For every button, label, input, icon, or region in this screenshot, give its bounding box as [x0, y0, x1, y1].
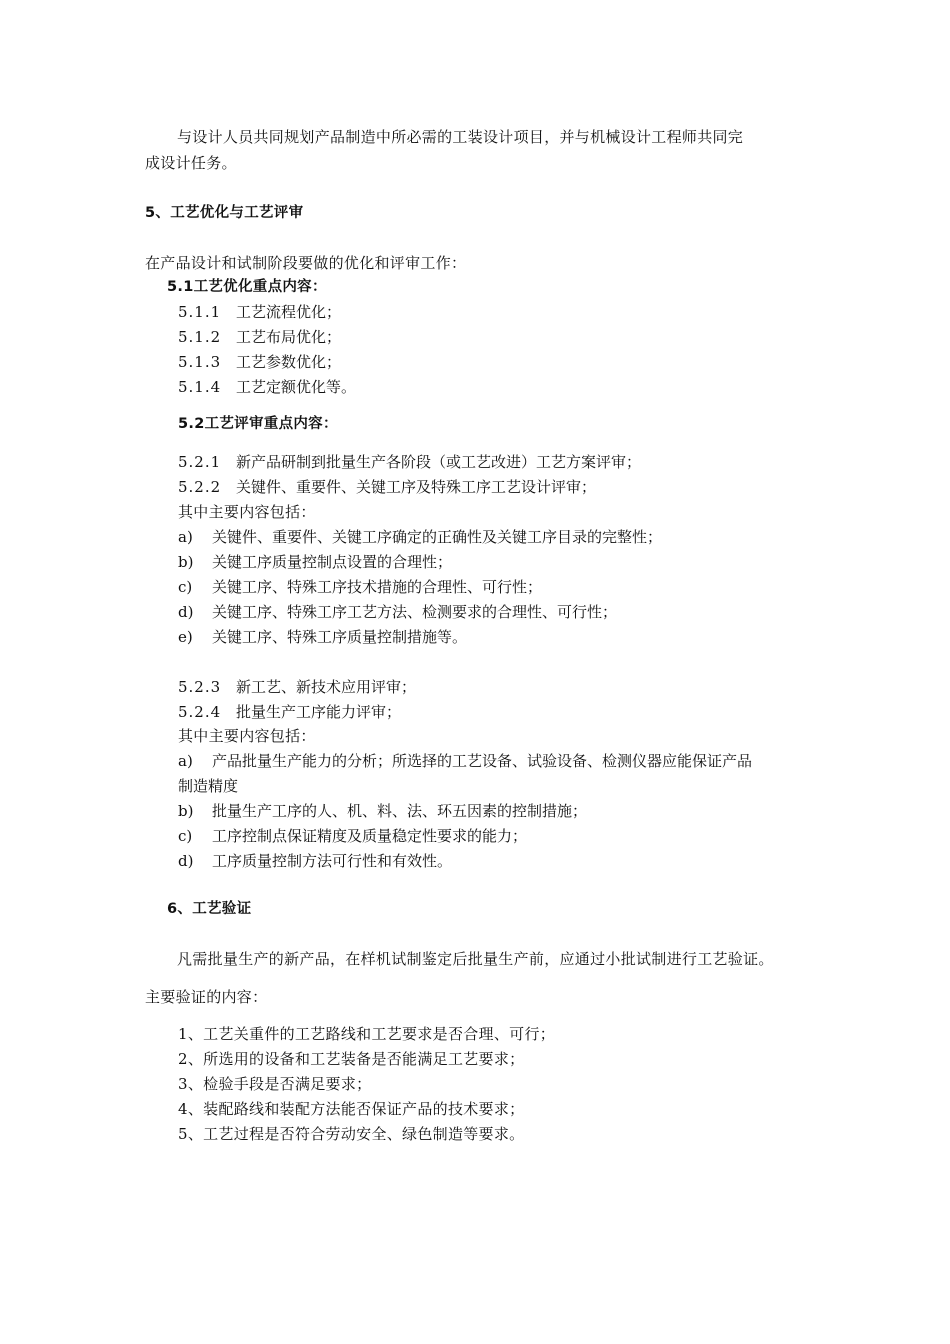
- item-marker: b): [178, 802, 194, 820]
- item-number: 5.2.3: [178, 678, 222, 696]
- section-6-lead: 主要验证的内容：: [145, 988, 268, 1006]
- item-text: 关键件、重要件、关键工序确定的正确性及关键工序目录的完整性；: [212, 528, 663, 546]
- item-marker: a): [178, 752, 193, 770]
- list-item: [178, 453, 641, 471]
- sub-list-item: [178, 603, 617, 621]
- item-marker: e): [178, 628, 193, 646]
- section-5-1-heading: 5.1工艺优化重点内容：: [167, 279, 327, 295]
- item-marker: a): [178, 528, 193, 546]
- sub-list-lead: 其中主要内容包括：: [178, 727, 316, 745]
- item-marker: b): [178, 553, 194, 571]
- intro-line-2: 成设计任务。: [145, 154, 237, 172]
- item-text: 工艺布局优化；: [236, 328, 342, 346]
- item-number: 5.1.4: [178, 378, 222, 396]
- list-item: [178, 703, 401, 721]
- item-text: 关键件、重要件、关键工序及特殊工序工艺设计评审；: [236, 478, 597, 496]
- item-text: 工艺参数优化；: [236, 353, 342, 371]
- item-text: 批量生产工序能力评审；: [236, 703, 402, 721]
- list-item: 3、检验手段是否满足要求；: [178, 1075, 372, 1093]
- item-text: 工艺流程优化；: [236, 303, 342, 321]
- item-text: 新产品研制到批量生产各阶段（或工艺改进）工艺方案评审；: [236, 453, 642, 471]
- intro-line-1: 与设计人员共同规划产品制造中所必需的工装设计项目，并与机械设计工程师共同完: [177, 128, 744, 146]
- sub-list-item: [178, 628, 467, 646]
- item-number: 5.1.1: [178, 303, 222, 321]
- item-text: 工序质量控制方法可行性和有效性。: [212, 852, 453, 870]
- item-marker: c): [178, 827, 193, 845]
- item-text: 关键工序质量控制点设置的合理性；: [212, 553, 453, 571]
- item-text: 关键工序、特殊工序质量控制措施等。: [212, 628, 468, 646]
- section-6-heading: 6、工艺验证: [167, 901, 252, 917]
- sub-list-item: [178, 578, 542, 596]
- item-text: 产品批量生产能力的分析；所选择的工艺设备、试验设备、检测仪器应能保证产品: [212, 752, 753, 770]
- item-marker: d): [178, 603, 194, 621]
- list-item: [178, 303, 341, 321]
- list-item: [178, 478, 596, 496]
- list-item: 1、工艺关重件的工艺路线和工艺要求是否合理、可行；: [178, 1025, 556, 1043]
- item-text: 新工艺、新技术应用评审；: [236, 678, 417, 696]
- list-item: [178, 353, 341, 371]
- list-item: 4、装配路线和装配方法能否保证产品的技术要求；: [178, 1100, 525, 1118]
- sub-list-item: [178, 553, 452, 571]
- item-number: 5.1.3: [178, 353, 222, 371]
- item-text: 批量生产工序的人、机、料、法、环五因素的控制措施；: [212, 802, 588, 820]
- section-5-heading: 5、工艺优化与工艺评审: [145, 205, 304, 221]
- section-5-lead: 在产品设计和试制阶段要做的优化和评审工作：: [145, 254, 467, 272]
- item-number: 5.1.2: [178, 328, 222, 346]
- list-item: 5、工艺过程是否符合劳动安全、绿色制造等要求。: [178, 1125, 525, 1143]
- item-text: 关键工序、特殊工序技术措施的合理性、可行性；: [212, 578, 543, 596]
- section-6-paragraph: 凡需批量生产的新产品，在样机试制鉴定后批量生产前，应通过小批试制进行工艺验证。: [177, 950, 774, 968]
- list-item: [178, 328, 341, 346]
- sub-list-lead: 其中主要内容包括：: [178, 503, 316, 521]
- sub-list-item: [178, 528, 662, 546]
- item-text: 制造精度: [178, 777, 239, 795]
- item-marker: d): [178, 852, 194, 870]
- item-marker: c): [178, 578, 193, 596]
- item-number: 5.2.4: [178, 703, 222, 721]
- sub-list-item: [178, 852, 452, 870]
- sub-list-item-continued: [178, 777, 238, 795]
- item-number: 5.2.2: [178, 478, 222, 496]
- item-text: 关键工序、特殊工序工艺方法、检测要求的合理性、可行性；: [212, 603, 618, 621]
- section-5-2-heading: 5.2工艺评审重点内容：: [178, 416, 338, 432]
- sub-list-item: [178, 752, 752, 770]
- sub-list-item: [178, 827, 527, 845]
- item-text: 工艺定额优化等。: [236, 378, 357, 396]
- item-number: 5.2.1: [178, 453, 222, 471]
- item-text: 工序控制点保证精度及质量稳定性要求的能力；: [212, 827, 528, 845]
- list-item: [178, 678, 416, 696]
- sub-list-item: [178, 802, 587, 820]
- list-item: 2、所选用的设备和工艺装备是否能满足工艺要求；: [178, 1050, 525, 1068]
- list-item: [178, 378, 356, 396]
